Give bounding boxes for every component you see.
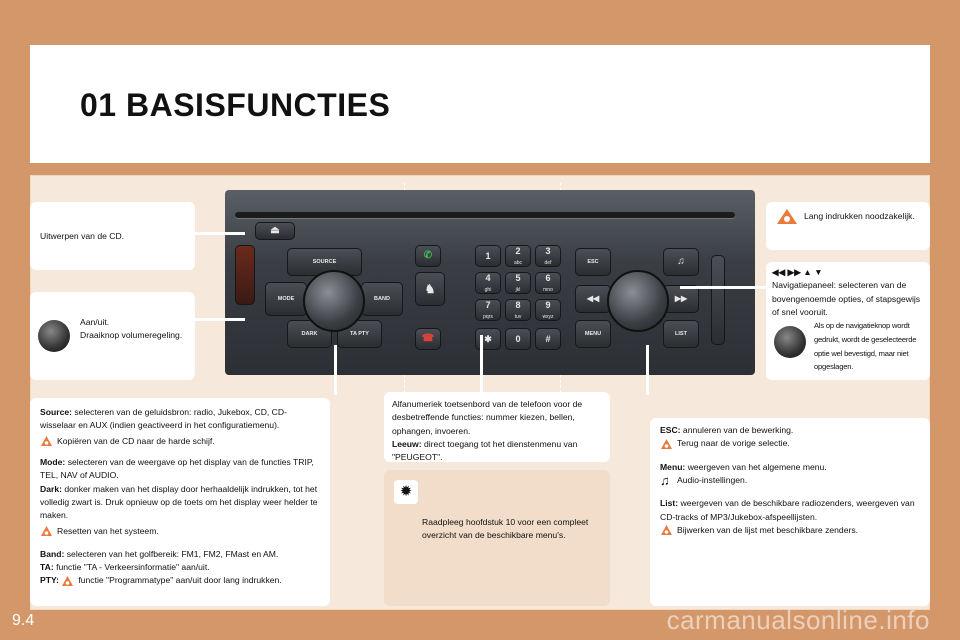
tip-icon	[776, 208, 798, 230]
ta-label: TA:	[40, 562, 54, 573]
call-icon: ✆	[415, 245, 441, 267]
key-7	[475, 299, 501, 321]
key-5	[505, 272, 531, 294]
radio-unit-illustration	[225, 190, 755, 375]
nav-callout	[766, 262, 930, 380]
list-desc	[660, 497, 920, 524]
right-info-box	[650, 418, 930, 606]
key-letters: mno	[543, 287, 553, 293]
ta-text: functie "TA - Verkeersinformatie" aan/uit.	[53, 562, 210, 573]
key-digit: 2	[515, 246, 521, 256]
key-6	[535, 272, 561, 294]
key-letters: tuv	[514, 314, 522, 320]
key-digit: 8	[515, 300, 521, 310]
list-label: List:	[660, 498, 679, 509]
key-digit: 9	[545, 300, 551, 310]
eject-arrow	[195, 232, 245, 235]
esc-tip-text: Terug naar de vorige selectie.	[677, 438, 790, 449]
key-1: 1	[475, 245, 501, 267]
key-9	[535, 299, 561, 321]
key-letters: pqrs	[483, 314, 493, 320]
list-text: weergeven van de beschikbare radiozenders, weergeven van CD-tracks of MP3/Jukebox-afspeellijsten.	[660, 498, 915, 522]
refer-box	[384, 470, 610, 606]
list-tip-text: Bijwerken van de lijst met beschikbare zenders.	[677, 524, 859, 535]
eject-button: ⏏	[255, 222, 295, 240]
source-button: SOURCE	[287, 248, 362, 276]
band-button: BAND	[361, 282, 403, 316]
menu-button: MENU	[575, 320, 611, 348]
volume-knob-icon	[38, 320, 70, 352]
lion-icon: ♞	[415, 272, 445, 306]
leeuw-label: Leeuw:	[392, 438, 422, 449]
mode-label: Mode:	[40, 456, 66, 467]
menu-text: weergeven van het algemene menu.	[685, 461, 827, 472]
pty-desc	[40, 574, 320, 587]
dark-tip-text: Resetten van het systeem.	[57, 525, 159, 536]
key-digit: 5	[515, 273, 521, 283]
source-desc	[40, 406, 320, 433]
esc-desc	[660, 424, 920, 437]
power-callout	[30, 292, 195, 380]
leeuw-text: direct toegang tot het dienstenmenu van "PEUGEOT".	[392, 438, 578, 463]
dark-text: donker maken van het display door herhaaldelijk indrukken, tot het volledig zwart is. Druk opnieuw op de toets om het display weer helder te maken.	[40, 483, 318, 521]
key-digit: 3	[545, 246, 551, 256]
key-8	[505, 299, 531, 321]
band-text: selecteren van het golfbereik: FM1, FM2, FMast en AM.	[64, 548, 279, 559]
pty-text: functie "Programmatype" aan/uit door lang indrukken.	[78, 575, 282, 586]
list-button: LIST	[663, 320, 699, 348]
tip-icon	[40, 525, 53, 538]
page-number: 9.4	[12, 612, 35, 629]
dark-tip	[40, 525, 320, 538]
power-line-2: Draaiknop volumeregeling.	[80, 330, 183, 341]
left-info-box	[30, 398, 330, 606]
key-0: 0	[505, 328, 531, 350]
ta-pty-button: TA PTY	[337, 320, 382, 348]
menu-tip-text: Audio-instellingen.	[677, 474, 748, 485]
music-note-icon: ♫	[660, 473, 670, 489]
power-arrow	[195, 318, 245, 321]
left-info-arrow	[334, 345, 337, 395]
dark-button: DARK	[287, 320, 332, 348]
eject-callout	[30, 202, 195, 270]
key-digit: 6	[545, 273, 551, 283]
nav-arrow	[680, 286, 766, 289]
refer-text: Raadpleeg hoofdstuk 10 voor een compleet overzicht van de beschikbare menu's.	[422, 517, 589, 541]
esc-button: ESC	[575, 248, 611, 276]
rewind-icon: ◀◀	[575, 285, 611, 313]
ta-desc	[40, 561, 320, 574]
tip-icon	[40, 435, 53, 448]
dark-desc	[40, 483, 320, 523]
power-line-1: Aan/uit.	[80, 317, 110, 327]
menu-tip	[660, 474, 920, 487]
menu-label: Menu:	[660, 461, 686, 472]
key-hash: #	[535, 328, 561, 350]
star-key-icon: ✱	[475, 328, 501, 350]
source-text: selecteren van de geluidsbron: radio, Jukebox, CD, CD-wisselaar en AUX (indien geactiveerd in het configuratiemenu).	[40, 407, 287, 431]
keypad-text: Alfanumeriek toetsenbord van de telefoon voor de desbetreffende functies: nummer kiezen, bellen, ophangen, invoeren.	[392, 399, 583, 436]
key-letters: jkl	[515, 287, 521, 293]
nav-text: Navigatiepaneel: selecteren van de bovengenoemde opties, of stapsgewijs of snel vooruit.	[772, 280, 921, 317]
music-note-icon: ♫	[663, 248, 699, 276]
long-press-text: Lang indrukken noodzakelijk.	[804, 211, 915, 221]
key-letters: def	[544, 260, 552, 266]
watermark: carmanualsonline.info	[666, 605, 930, 635]
nav-note: Als op de navigatieknop wordt gedrukt, wordt de geselecteerde optie wel bevestigd, maar niet opgeslagen.	[814, 321, 917, 372]
key-letters: ghi	[484, 287, 492, 293]
hangup-icon: ☎	[415, 328, 441, 350]
key-4	[475, 272, 501, 294]
menu-desc	[660, 461, 920, 474]
band-desc	[40, 548, 320, 561]
tip-icon	[61, 575, 74, 588]
keypad-arrow	[480, 335, 483, 393]
right-info-arrow	[646, 345, 649, 395]
mode-desc	[40, 456, 320, 483]
sun-icon: ✹	[394, 480, 418, 504]
band-label: Band:	[40, 548, 65, 559]
key-letters: wxyz	[542, 314, 554, 320]
key-2	[505, 245, 531, 267]
esc-label: ESC:	[660, 425, 681, 435]
nav-knob-icon	[774, 326, 806, 358]
long-press-callout	[766, 202, 930, 250]
pty-label: PTY:	[40, 575, 59, 586]
title-band	[30, 45, 930, 163]
cd-slot	[235, 212, 735, 218]
list-tip	[660, 524, 920, 537]
volume-knob	[303, 270, 365, 332]
mode-button: MODE	[265, 282, 307, 316]
esc-text: annuleren van de bewerking.	[680, 425, 794, 435]
key-digit: 7	[485, 300, 491, 310]
source-tip	[40, 435, 320, 448]
keypad-info-box	[384, 392, 610, 462]
dark-label: Dark:	[40, 483, 62, 494]
tip-icon	[660, 524, 673, 537]
source-label: Source:	[40, 407, 72, 417]
key-letters: abc	[513, 260, 523, 266]
right-side-bar	[711, 255, 725, 345]
tip-icon	[660, 438, 673, 451]
mode-text: selecteren van de weergave op het display van de functies TRIP, TEL, NAV of AUDIO.	[40, 456, 314, 481]
page-title: 01 BASISFUNCTIES	[80, 87, 391, 123]
eject-text: Uitwerpen van de CD.	[40, 231, 125, 241]
power-indicator	[235, 245, 255, 305]
fast-forward-icon: ▶▶	[663, 285, 699, 313]
key-digit: 4	[485, 273, 491, 283]
esc-tip	[660, 437, 920, 450]
source-tip-text: Kopiëren van de CD naar de harde schijf.	[57, 435, 215, 446]
nav-symbols: ◀◀ ▶▶ ▲ ▼	[772, 267, 823, 277]
key-3	[535, 245, 561, 267]
navigation-knob	[607, 270, 669, 332]
leeuw-desc	[392, 438, 602, 465]
